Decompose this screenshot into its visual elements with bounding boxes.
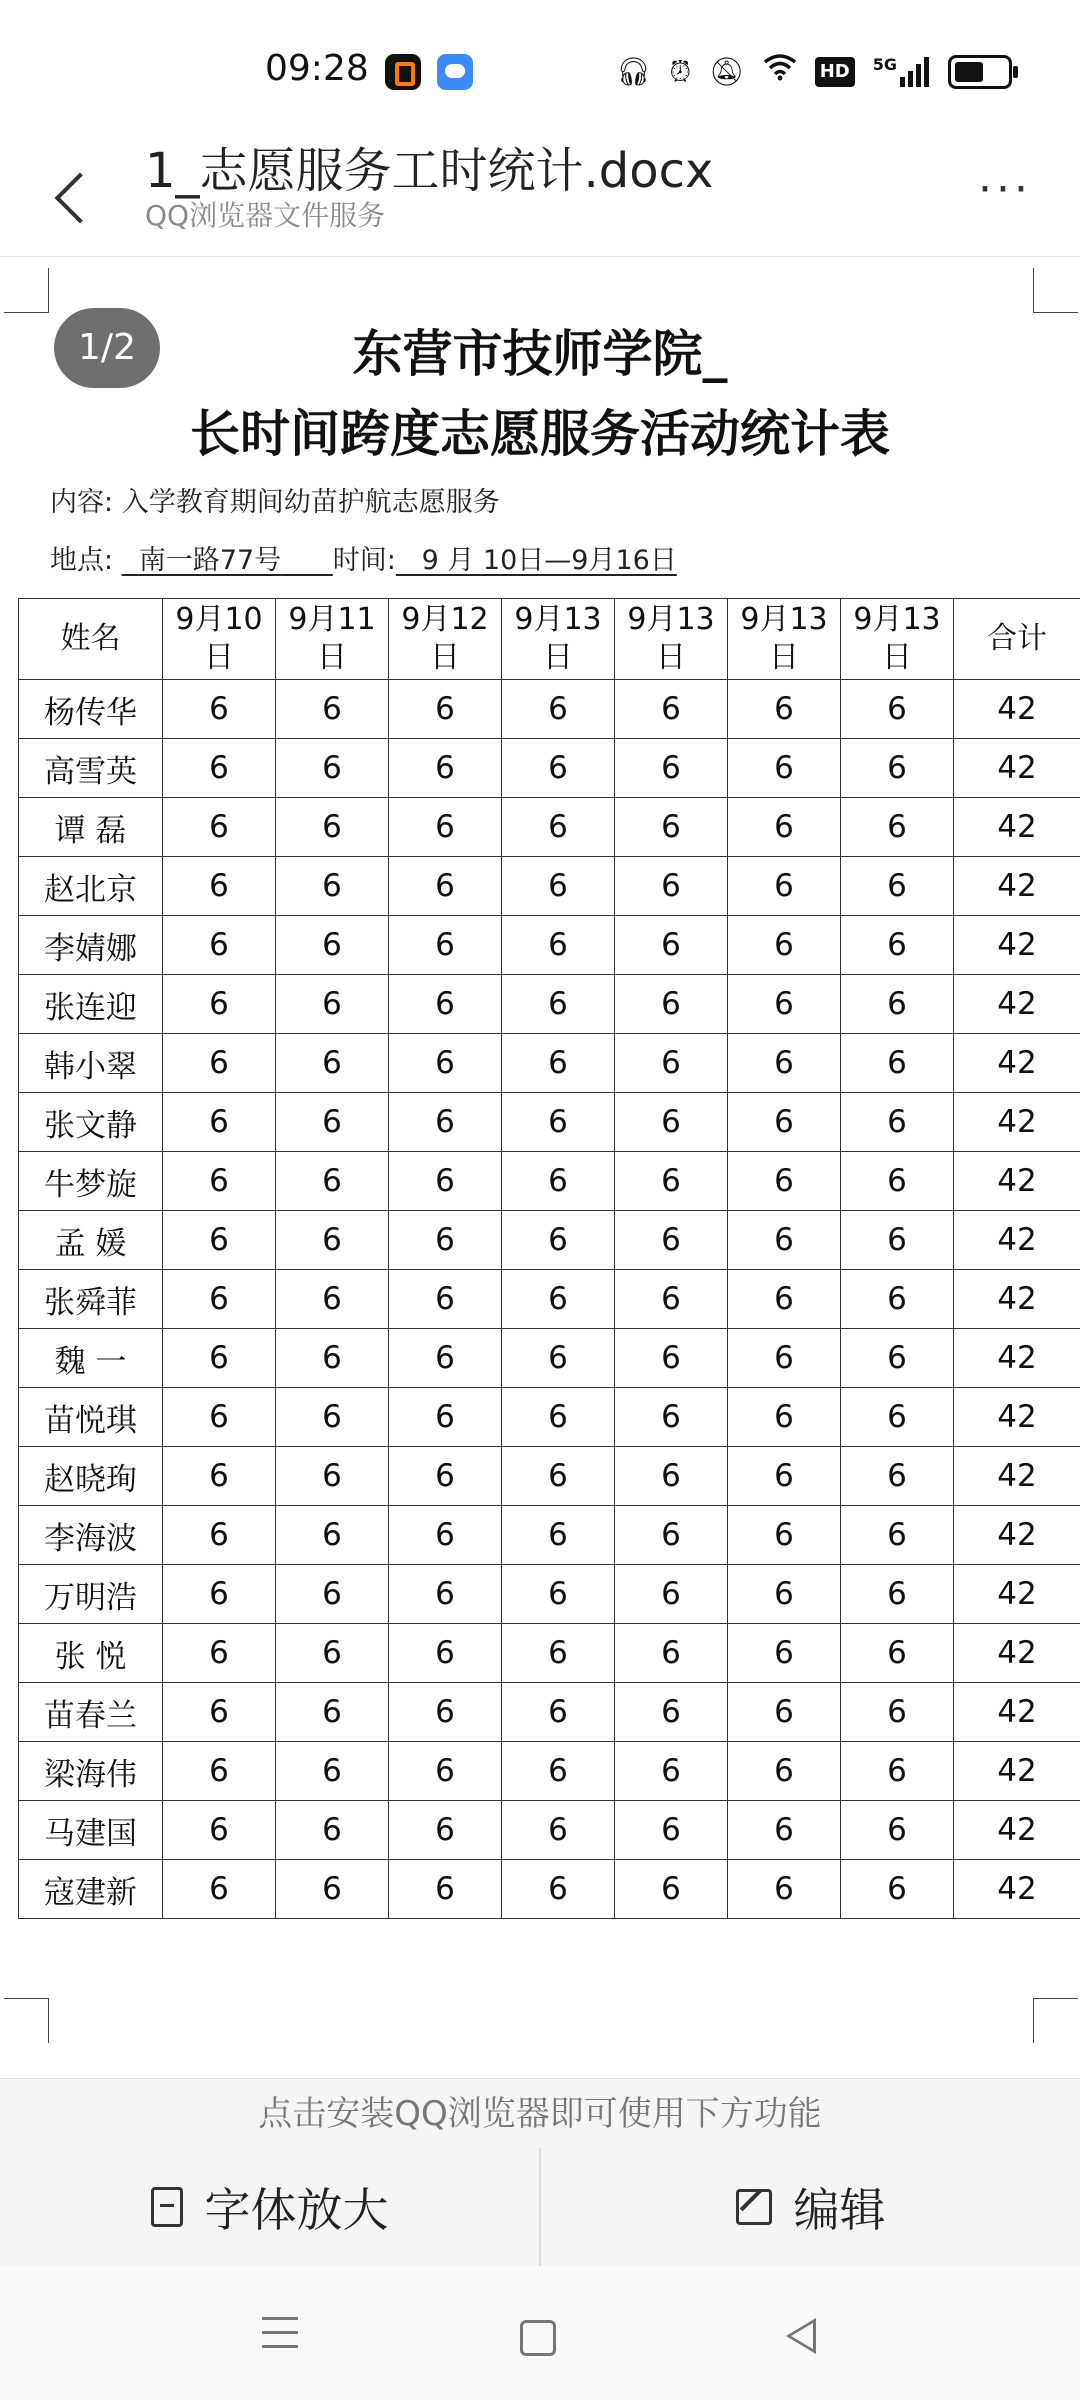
page-corner-mark xyxy=(1033,268,1078,313)
hours-cell: 6 xyxy=(615,1683,728,1742)
hours-cell: 6 xyxy=(728,1152,841,1211)
hours-cell: 6 xyxy=(389,739,502,798)
total-hours-cell: 42 xyxy=(954,1093,1080,1152)
hours-cell: 6 xyxy=(163,1683,276,1742)
edit-label: 编辑 xyxy=(793,2183,886,2237)
table-row xyxy=(19,1270,1080,1329)
hours-cell: 6 xyxy=(276,916,389,975)
total-hours-cell: 42 xyxy=(954,1270,1080,1329)
table-row xyxy=(19,1211,1080,1270)
hours-cell: 6 xyxy=(389,680,502,739)
document-heading-line1: 东营市技师学院_ xyxy=(352,325,728,383)
hours-cell: 6 xyxy=(728,1093,841,1152)
hours-cell: 6 xyxy=(728,798,841,857)
back-button[interactable] xyxy=(48,156,108,236)
mute-icon: 🔕︎ xyxy=(709,55,745,88)
volunteer-name-cell: 寇建新 xyxy=(19,1860,163,1919)
hours-cell: 6 xyxy=(163,1093,276,1152)
volunteer-name-cell: 张文静 xyxy=(19,1093,163,1152)
hours-cell: 6 xyxy=(502,1506,615,1565)
total-hours-cell: 42 xyxy=(954,1801,1080,1860)
hours-cell: 6 xyxy=(163,739,276,798)
hours-cell: 6 xyxy=(841,857,954,916)
hours-cell: 6 xyxy=(841,1506,954,1565)
column-header-total: 合计 xyxy=(954,599,1080,680)
document-page[interactable] xyxy=(0,258,1080,2078)
hours-cell: 6 xyxy=(276,798,389,857)
hours-cell: 6 xyxy=(841,1624,954,1683)
hours-cell: 6 xyxy=(728,1801,841,1860)
hours-cell: 6 xyxy=(841,1860,954,1919)
hours-cell: 6 xyxy=(276,1683,389,1742)
hours-cell: 6 xyxy=(276,1034,389,1093)
hours-cell: 6 xyxy=(163,1447,276,1506)
volunteer-name-cell: 苗春兰 xyxy=(19,1683,163,1742)
hours-cell: 6 xyxy=(615,1152,728,1211)
hours-cell: 6 xyxy=(615,1329,728,1388)
column-header-date: 9月13日 xyxy=(728,599,841,680)
hours-cell: 6 xyxy=(615,1093,728,1152)
column-header-date: 9月13日 xyxy=(615,599,728,680)
hours-cell: 6 xyxy=(728,1624,841,1683)
hours-cell: 6 xyxy=(841,739,954,798)
headphones-icon: 🎧︎ xyxy=(615,55,652,88)
volunteer-name-cell: 李婧娜 xyxy=(19,916,163,975)
hours-cell: 6 xyxy=(389,1329,502,1388)
hours-cell: 6 xyxy=(841,1683,954,1742)
table-row xyxy=(19,857,1080,916)
volunteer-name-cell: 韩小翠 xyxy=(19,1034,163,1093)
action-bar xyxy=(0,2148,1080,2266)
hours-cell: 6 xyxy=(502,1034,615,1093)
hours-cell: 6 xyxy=(841,916,954,975)
volunteer-name-cell: 张舜菲 xyxy=(19,1270,163,1329)
hours-cell: 6 xyxy=(502,1270,615,1329)
hours-cell: 6 xyxy=(163,1034,276,1093)
hours-cell: 6 xyxy=(615,1742,728,1801)
hours-cell: 6 xyxy=(502,1742,615,1801)
hours-cell: 6 xyxy=(163,1388,276,1447)
volunteer-name-cell: 牛梦旋 xyxy=(19,1152,163,1211)
volunteer-name-cell: 万明浩 xyxy=(19,1565,163,1624)
hours-cell: 6 xyxy=(841,1447,954,1506)
hours-cell: 6 xyxy=(615,1860,728,1919)
volunteer-name-cell: 孟 媛 xyxy=(19,1211,163,1270)
hours-cell: 6 xyxy=(389,1565,502,1624)
hours-cell: 6 xyxy=(163,1742,276,1801)
place-label: 地点: xyxy=(50,545,114,576)
hours-cell: 6 xyxy=(615,1270,728,1329)
total-hours-cell: 42 xyxy=(954,1388,1080,1447)
total-hours-cell: 42 xyxy=(954,1152,1080,1211)
content-label: 内容: xyxy=(50,487,114,518)
document-heading-line2: 长时间跨度志愿服务活动统计表 xyxy=(190,405,890,463)
table-row xyxy=(19,1683,1080,1742)
hours-cell: 6 xyxy=(615,1506,728,1565)
status-time: 09:28 xyxy=(265,48,369,89)
signal-5g-icon xyxy=(873,57,930,87)
hours-cell: 6 xyxy=(389,1093,502,1152)
hours-cell: 6 xyxy=(615,857,728,916)
volunteer-name-cell: 张连迎 xyxy=(19,975,163,1034)
font-size-icon xyxy=(151,2187,183,2227)
total-hours-cell: 42 xyxy=(954,798,1080,857)
hours-cell: 6 xyxy=(502,1211,615,1270)
hours-cell: 6 xyxy=(276,680,389,739)
volunteer-name-cell: 李海波 xyxy=(19,1506,163,1565)
place-time-line xyxy=(50,538,677,577)
hours-cell: 6 xyxy=(728,739,841,798)
table-row xyxy=(19,1329,1080,1388)
font-enlarge-label: 字体放大 xyxy=(204,2183,389,2237)
hours-cell: 6 xyxy=(389,1152,502,1211)
volunteer-hours-table xyxy=(18,598,1080,1919)
hours-cell: 6 xyxy=(728,1270,841,1329)
hours-cell: 6 xyxy=(389,975,502,1034)
hours-cell: 6 xyxy=(389,1388,502,1447)
hours-cell: 6 xyxy=(728,916,841,975)
total-hours-cell: 42 xyxy=(954,1860,1080,1919)
hours-cell: 6 xyxy=(163,1801,276,1860)
hours-cell: 6 xyxy=(389,1624,502,1683)
hours-cell: 6 xyxy=(728,1329,841,1388)
hours-cell: 6 xyxy=(276,1506,389,1565)
hours-cell: 6 xyxy=(502,1624,615,1683)
table-row xyxy=(19,975,1080,1034)
total-hours-cell: 42 xyxy=(954,680,1080,739)
hours-cell: 6 xyxy=(615,1565,728,1624)
table-row xyxy=(19,1801,1080,1860)
hours-cell: 6 xyxy=(163,1860,276,1919)
volunteer-name-cell: 赵晓珣 xyxy=(19,1447,163,1506)
table-row xyxy=(19,798,1080,857)
hours-cell: 6 xyxy=(728,1034,841,1093)
hours-cell: 6 xyxy=(728,680,841,739)
page-indicator: 1/2 xyxy=(54,308,160,388)
hours-cell: 6 xyxy=(728,1506,841,1565)
hours-cell: 6 xyxy=(841,1093,954,1152)
volunteer-name-cell: 张 悦 xyxy=(19,1624,163,1683)
hours-cell: 6 xyxy=(728,1447,841,1506)
hours-cell: 6 xyxy=(276,1093,389,1152)
hours-cell: 6 xyxy=(502,1801,615,1860)
hours-cell: 6 xyxy=(615,975,728,1034)
hours-cell: 6 xyxy=(502,739,615,798)
hours-cell: 6 xyxy=(615,1034,728,1093)
hours-cell: 6 xyxy=(389,1506,502,1565)
table-row xyxy=(19,1152,1080,1211)
hours-cell: 6 xyxy=(841,1388,954,1447)
hours-cell: 6 xyxy=(502,1565,615,1624)
hours-cell: 6 xyxy=(389,857,502,916)
place-value-text: 南一路77号 xyxy=(138,545,282,576)
hours-cell: 6 xyxy=(841,1152,954,1211)
total-hours-cell: 42 xyxy=(954,975,1080,1034)
hours-cell: 6 xyxy=(276,739,389,798)
total-hours-cell: 42 xyxy=(954,1506,1080,1565)
hours-cell: 6 xyxy=(163,1565,276,1624)
table-header-row xyxy=(19,599,1080,680)
volunteer-name-cell: 魏 一 xyxy=(19,1329,163,1388)
hours-cell: 6 xyxy=(615,1211,728,1270)
place-value xyxy=(122,545,333,576)
total-hours-cell: 42 xyxy=(954,1742,1080,1801)
hours-cell: 6 xyxy=(389,1683,502,1742)
volunteer-name-cell: 赵北京 xyxy=(19,857,163,916)
table-row xyxy=(19,1447,1080,1506)
hours-cell: 6 xyxy=(276,1565,389,1624)
content-value: 入学教育期间幼苗护航志愿服务 xyxy=(121,487,500,518)
column-header-date: 9月12日 xyxy=(389,599,502,680)
table-row xyxy=(19,916,1080,975)
hours-cell: 6 xyxy=(502,857,615,916)
column-header-date: 9月13日 xyxy=(841,599,954,680)
hours-cell: 6 xyxy=(502,1447,615,1506)
table-row xyxy=(19,1506,1080,1565)
hours-cell: 6 xyxy=(728,1211,841,1270)
hours-cell: 6 xyxy=(502,916,615,975)
hours-cell: 6 xyxy=(728,857,841,916)
total-hours-cell: 42 xyxy=(954,857,1080,916)
menu-icon[interactable] xyxy=(250,2306,310,2366)
total-hours-cell: 42 xyxy=(954,1034,1080,1093)
hours-cell: 6 xyxy=(728,1565,841,1624)
hours-cell: 6 xyxy=(163,798,276,857)
page-corner-mark xyxy=(4,268,49,313)
hours-cell: 6 xyxy=(276,1388,389,1447)
hours-cell: 6 xyxy=(502,1683,615,1742)
hours-cell: 6 xyxy=(615,798,728,857)
hours-cell: 6 xyxy=(389,1447,502,1506)
hours-cell: 6 xyxy=(276,1801,389,1860)
hours-cell: 6 xyxy=(389,1034,502,1093)
hours-cell: 6 xyxy=(163,916,276,975)
table-row xyxy=(19,1093,1080,1152)
time-value-text: 9 月 10日—9月16日 xyxy=(421,545,677,576)
hours-cell: 6 xyxy=(163,1329,276,1388)
font-enlarge-button[interactable] xyxy=(0,2148,539,2266)
document-source: QQ浏览器文件服务 xyxy=(145,199,386,232)
table-row xyxy=(19,680,1080,739)
hours-cell: 6 xyxy=(163,1506,276,1565)
volunteer-name-cell: 谭 磊 xyxy=(19,798,163,857)
hours-cell: 6 xyxy=(276,1742,389,1801)
hours-cell: 6 xyxy=(502,798,615,857)
table-row xyxy=(19,739,1080,798)
hours-cell: 6 xyxy=(502,1860,615,1919)
table-row xyxy=(19,1388,1080,1447)
table-row xyxy=(19,1742,1080,1801)
hours-cell: 6 xyxy=(389,1801,502,1860)
table-row xyxy=(19,1565,1080,1624)
total-hours-cell: 42 xyxy=(954,1565,1080,1624)
hours-cell: 6 xyxy=(163,1152,276,1211)
more-options-button[interactable]: ··· xyxy=(978,164,1032,215)
hours-cell: 6 xyxy=(389,1860,502,1919)
hours-cell: 6 xyxy=(615,1624,728,1683)
chat-notification-icon xyxy=(437,54,473,90)
alarm-icon: ⏰︎ xyxy=(669,55,692,88)
column-header-date: 9月10日 xyxy=(163,599,276,680)
hours-cell: 6 xyxy=(276,975,389,1034)
hours-cell: 6 xyxy=(502,680,615,739)
back-icon[interactable] xyxy=(770,2306,830,2366)
total-hours-cell: 42 xyxy=(954,739,1080,798)
total-hours-cell: 42 xyxy=(954,1329,1080,1388)
hours-cell: 6 xyxy=(728,1860,841,1919)
volunteer-name-cell: 梁海伟 xyxy=(19,1742,163,1801)
hours-cell: 6 xyxy=(841,1742,954,1801)
hours-cell: 6 xyxy=(389,1742,502,1801)
install-promo-text[interactable]: 点击安装QQ浏览器即可使用下方功能 xyxy=(0,2078,1080,2149)
volunteer-name-cell: 马建国 xyxy=(19,1801,163,1860)
hours-cell: 6 xyxy=(502,1329,615,1388)
hours-cell: 6 xyxy=(841,798,954,857)
column-header-name: 姓名 xyxy=(19,599,163,680)
app-notification-icon xyxy=(385,54,421,90)
total-hours-cell: 42 xyxy=(954,916,1080,975)
total-hours-cell: 42 xyxy=(954,1211,1080,1270)
status-icons xyxy=(616,52,1012,92)
hours-cell: 6 xyxy=(841,1329,954,1388)
page-corner-mark xyxy=(4,1998,49,2043)
hours-cell: 6 xyxy=(276,1860,389,1919)
volunteer-name-cell: 苗悦琪 xyxy=(19,1388,163,1447)
hd-icon: HD xyxy=(815,57,855,87)
hours-cell: 6 xyxy=(389,1211,502,1270)
hours-cell: 6 xyxy=(841,1801,954,1860)
column-header-date: 9月13日 xyxy=(502,599,615,680)
hours-cell: 6 xyxy=(841,1270,954,1329)
table-row xyxy=(19,1034,1080,1093)
hours-cell: 6 xyxy=(163,1624,276,1683)
table-body xyxy=(19,680,1080,1919)
app-header xyxy=(0,120,1080,257)
table-row xyxy=(19,1860,1080,1919)
volunteer-name-cell: 杨传华 xyxy=(19,680,163,739)
hours-cell: 6 xyxy=(841,975,954,1034)
total-hours-cell: 42 xyxy=(954,1447,1080,1506)
hours-cell: 6 xyxy=(841,1565,954,1624)
time-label: 时间: xyxy=(332,545,396,576)
hours-cell: 6 xyxy=(615,916,728,975)
hours-cell: 6 xyxy=(841,1211,954,1270)
page-corner-mark xyxy=(1033,1998,1078,2043)
hours-cell: 6 xyxy=(163,857,276,916)
hours-cell: 6 xyxy=(615,739,728,798)
table-row xyxy=(19,1624,1080,1683)
hours-cell: 6 xyxy=(276,1152,389,1211)
hours-cell: 6 xyxy=(389,798,502,857)
battery-icon xyxy=(948,55,1012,89)
hours-cell: 6 xyxy=(502,1388,615,1447)
document-title: 1_志愿服务工时统计.docx xyxy=(145,143,714,199)
hours-cell: 6 xyxy=(389,916,502,975)
wifi-icon xyxy=(763,52,797,92)
edit-icon xyxy=(736,2189,772,2225)
hours-cell: 6 xyxy=(615,1388,728,1447)
total-hours-cell: 42 xyxy=(954,1624,1080,1683)
time-value xyxy=(396,545,677,576)
hours-cell: 6 xyxy=(276,857,389,916)
hours-cell: 6 xyxy=(276,1624,389,1683)
hours-cell: 6 xyxy=(163,680,276,739)
system-nav-bar xyxy=(0,2266,1080,2400)
hours-cell: 6 xyxy=(728,1742,841,1801)
hours-cell: 6 xyxy=(841,680,954,739)
hours-cell: 6 xyxy=(728,1683,841,1742)
hours-cell: 6 xyxy=(276,1211,389,1270)
hours-cell: 6 xyxy=(502,975,615,1034)
signal-5g-label: 5G xyxy=(872,55,897,74)
hours-cell: 6 xyxy=(163,1211,276,1270)
hours-cell: 6 xyxy=(728,1388,841,1447)
total-hours-cell: 42 xyxy=(954,1683,1080,1742)
hours-cell: 6 xyxy=(276,1270,389,1329)
home-icon[interactable] xyxy=(506,2306,566,2366)
hours-cell: 6 xyxy=(389,1270,502,1329)
hours-cell: 6 xyxy=(841,1034,954,1093)
hours-cell: 6 xyxy=(615,1801,728,1860)
hours-cell: 6 xyxy=(728,975,841,1034)
status-bar xyxy=(0,0,1080,120)
column-header-date: 9月11日 xyxy=(276,599,389,680)
hours-cell: 6 xyxy=(615,1447,728,1506)
hours-cell: 6 xyxy=(276,1329,389,1388)
hours-cell: 6 xyxy=(163,1270,276,1329)
hours-cell: 6 xyxy=(502,1152,615,1211)
hours-cell: 6 xyxy=(502,1093,615,1152)
hours-cell: 6 xyxy=(615,680,728,739)
content-line xyxy=(50,480,500,519)
edit-button[interactable] xyxy=(539,2148,1080,2266)
hours-cell: 6 xyxy=(163,975,276,1034)
hours-cell: 6 xyxy=(276,1447,389,1506)
volunteer-name-cell: 高雪英 xyxy=(19,739,163,798)
